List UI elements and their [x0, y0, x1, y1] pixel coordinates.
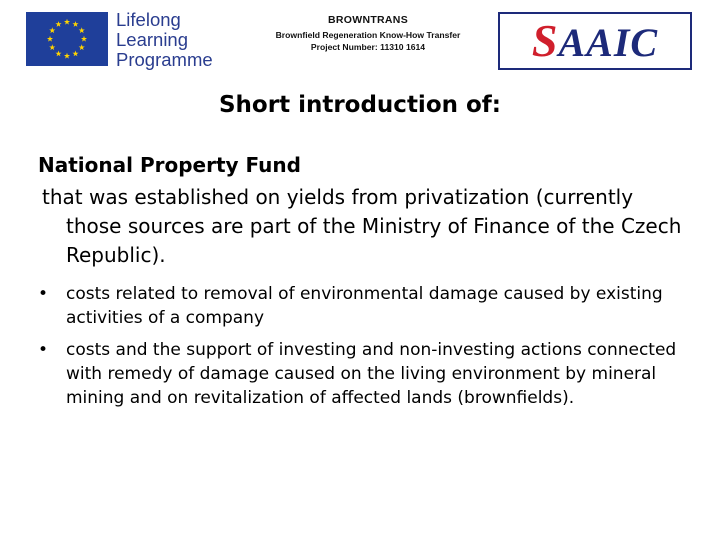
eu-star-icon — [64, 19, 70, 25]
eu-star-icon — [49, 44, 55, 50]
saaic-logo-rest: AAIC — [558, 20, 659, 65]
bullet-item — [38, 338, 688, 410]
eu-star-icon — [72, 21, 78, 27]
eu-star-icon — [64, 53, 70, 59]
eu-star-icon — [72, 51, 78, 57]
bullet-text: costs related to removal of environmental damage caused by existing activities of a company — [66, 284, 663, 328]
fund-name: National Property Fund — [38, 153, 301, 177]
saaic-logo — [498, 12, 692, 70]
bullet-icon: • — [38, 284, 49, 304]
eu-star-icon — [55, 21, 61, 27]
slide-header — [0, 0, 720, 84]
eu-star-icon — [79, 27, 85, 33]
bullet-text: costs and the support of investing and non-investing actions connected with remedy of damage caused on the living environment by mineral mining and on revitalization of affected lands (brownfields). — [66, 340, 677, 408]
eu-flag-icon — [26, 12, 108, 66]
fund-description: that was established on yields from privatization (currently those sources are part of the Ministry of Finance of the Czech Republic). — [42, 185, 682, 267]
saaic-logo-text — [531, 15, 659, 66]
bullet-list — [38, 282, 688, 410]
llp-line-3: Programme — [116, 49, 213, 70]
slide-content — [38, 152, 688, 418]
project-number: Project Number: 11310 1614 — [310, 42, 426, 52]
saaic-logo-s: S — [531, 15, 559, 66]
eu-star-icon — [49, 27, 55, 33]
project-info — [252, 14, 484, 52]
eu-star-icon — [79, 44, 85, 50]
llp-line-1: Lifelong — [116, 9, 181, 30]
project-name: BROWNTRANS — [328, 14, 408, 26]
eu-star-icon — [47, 36, 53, 42]
llp-line-2: Learning — [116, 29, 189, 50]
project-subtitle: Brownfield Regeneration Know-How Transfer — [275, 30, 461, 40]
eu-star-icon — [81, 36, 87, 42]
lifelong-learning-logo — [26, 9, 213, 70]
eu-star-icon — [55, 51, 61, 57]
bullet-item — [38, 282, 688, 330]
slide-title: Short introduction of: — [218, 92, 502, 118]
bullet-icon: • — [38, 340, 49, 360]
llp-logo-text — [116, 10, 213, 70]
